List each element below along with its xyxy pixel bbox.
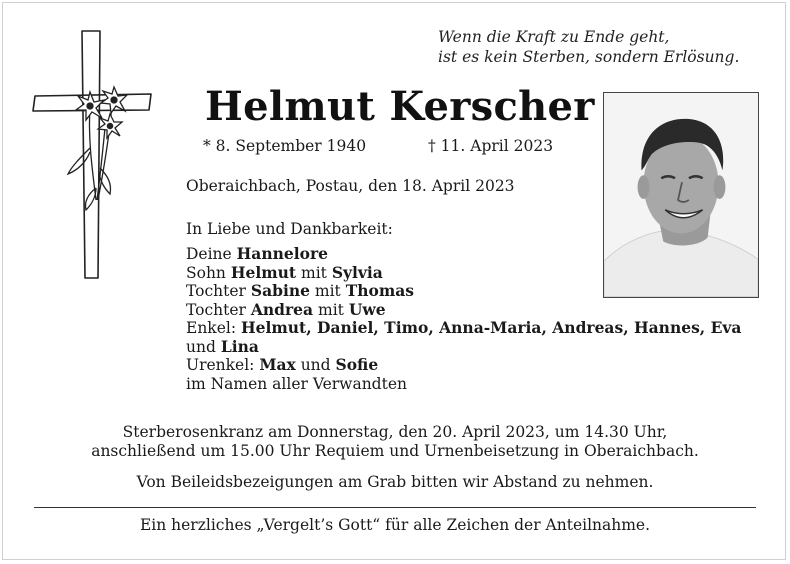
family-member-name: Sabine: [250, 281, 310, 300]
family-list: [186, 245, 741, 393]
family-member-name: Thomas: [345, 281, 415, 300]
family-member-name: Sylvia: [331, 262, 383, 282]
family-row: [186, 282, 741, 301]
family-relation-text: im Namen aller Verwandten: [186, 374, 407, 393]
family-relation-text: und: [186, 337, 221, 356]
condolence-note: Von Beileidsbezeigungen am Grab bitten wir Abstand zu nehmen.: [136, 473, 654, 491]
closing-thanks: Ein herzliches „Vergelt’s Gott“ für alle Zeichen der Anteilnahme.: [139, 516, 651, 534]
family-relation-text: mit: [296, 263, 332, 282]
family-row: [186, 319, 741, 338]
family-row: [186, 245, 741, 264]
quote-line-1: Wenn die Kraft zu Ende geht,: [438, 28, 670, 46]
family-row: [186, 301, 741, 320]
birth-date: * 8. September 1940: [203, 137, 367, 155]
family-relation-text: Enkel:: [186, 319, 241, 337]
family-member-name: Andrea: [250, 299, 314, 319]
service-line-2: anschließend um 15.00 Uhr Requiem und Urnenbeisetzung in Oberaichbach.: [91, 442, 699, 460]
family-relation-text: Tochter: [186, 282, 251, 300]
family-relation-text: und: [295, 356, 336, 374]
death-date: † 11. April 2023: [428, 137, 554, 155]
family-member-name: Helmut, Daniel, Timo, Anna-Maria, Andreas, Hannes, Eva: [240, 318, 742, 337]
family-member-name: Hannelore: [236, 244, 328, 263]
family-member-name: Uwe: [348, 299, 386, 319]
family-relation-text: Sohn: [186, 263, 231, 282]
memorial-quote: [438, 27, 768, 67]
service-info: [0, 423, 790, 461]
service-line-1: Sterberosenkranz am Donnerstag, den 20. April 2023, um 14.30 Uhr,: [122, 423, 668, 441]
family-relation-text: Tochter: [186, 300, 251, 319]
quote-line-2: ist es kein Sterben, sondern Erlösung.: [438, 48, 740, 66]
family-relation-text: Urenkel:: [186, 356, 260, 374]
family-row: [186, 264, 741, 283]
cross-with-edelweiss-icon: [30, 28, 158, 282]
family-row: [186, 356, 741, 375]
family-relation-text: mit: [313, 300, 349, 319]
family-member-name: Max: [259, 355, 296, 374]
family-row: [186, 375, 741, 394]
deceased-name: Helmut Kerscher: [205, 83, 595, 130]
family-relation-text: Deine: [186, 245, 237, 263]
divider-line: [34, 507, 756, 508]
family-relation-text: mit: [309, 282, 346, 300]
family-row: [186, 338, 741, 357]
family-member-name: Sofie: [335, 355, 379, 374]
family-member-name: Lina: [220, 336, 259, 356]
family-member-name: Helmut: [230, 262, 297, 282]
thanks-heading: In Liebe und Dankbarkeit:: [186, 220, 393, 238]
place-and-date: Oberaichbach, Postau, den 18. April 2023: [186, 177, 515, 195]
